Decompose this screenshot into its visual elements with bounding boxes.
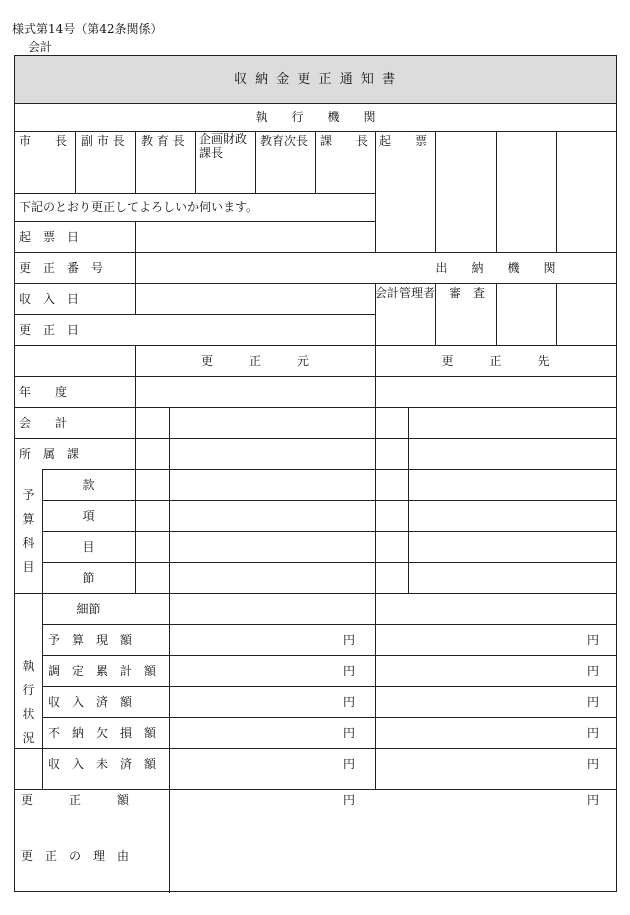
accountant-label: 会計管理者 <box>375 286 436 300</box>
label-account: 会 計 <box>19 415 68 430</box>
label-department: 所 属 課 <box>19 446 80 461</box>
yen-unit: 円 <box>342 725 355 740</box>
approver-planning-chief: 企画財政課長 <box>199 132 248 160</box>
yen-unit: 円 <box>586 725 599 740</box>
label-unreceived-amount: 収 入 未 済 額 <box>48 756 157 771</box>
budget-item-moku: 目 <box>82 539 95 554</box>
request-text: 下記のとおり更正してよろしいか伺います。 <box>19 200 259 214</box>
label-correction-number: 更 正 番 号 <box>19 260 104 275</box>
label-budget-amount: 予 算 現 額 <box>48 632 133 647</box>
label-correction-amount: 更 正 額 <box>21 792 130 807</box>
label-loss-amount: 不 納 欠 損 額 <box>48 725 157 740</box>
approver-vice-mayor: 副 市 長 <box>81 134 125 148</box>
header-correction-from: 更 正 元 <box>200 353 309 368</box>
form-title: 収 納 金 更 正 通 知 書 <box>234 71 397 87</box>
yen-unit: 円 <box>342 694 355 709</box>
yen-unit: 円 <box>586 663 599 678</box>
yen-unit: 円 <box>342 756 355 771</box>
yen-unit: 円 <box>586 756 599 771</box>
approver-mayor: 市 長 <box>19 134 68 148</box>
approver-superintendent: 教 育 長 <box>141 134 185 148</box>
budget-item-saisetsu: 細節 <box>76 601 101 616</box>
exec-org-header: 執 行 機 関 <box>255 110 376 124</box>
label-received-amount: 収 入 済 額 <box>48 694 133 709</box>
disbursement-org-header: 出 納 機 関 <box>435 260 556 275</box>
approver-drafter: 起 票 <box>379 134 428 148</box>
yen-unit: 円 <box>342 663 355 678</box>
yen-unit: 円 <box>586 792 599 807</box>
budget-subject-group-label: 予 算 科 目 <box>22 488 35 574</box>
label-correction-date: 更 正 日 <box>19 322 80 337</box>
approver-deputy-superintendent: 教育次長 <box>260 134 309 148</box>
account-type-label: 会計 <box>28 40 53 54</box>
yen-unit: 円 <box>586 694 599 709</box>
yen-unit: 円 <box>342 792 355 807</box>
label-fiscal-year: 年 度 <box>19 384 68 399</box>
correction-notice-form <box>14 55 617 892</box>
audit-label: 審 査 <box>449 286 486 300</box>
header-correction-to: 更 正 先 <box>441 353 550 368</box>
approver-section-chief: 課 長 <box>320 134 369 148</box>
budget-item-kou: 項 <box>82 508 95 523</box>
yen-unit: 円 <box>586 632 599 647</box>
execution-status-group-label: 執 行 状 況 <box>22 658 35 745</box>
budget-item-setsu: 節 <box>82 570 95 585</box>
label-correction-reason: 更 正 の 理 由 <box>21 849 130 863</box>
label-receipt-date: 収 入 日 <box>19 291 80 306</box>
budget-item-kan: 款 <box>82 477 95 492</box>
yen-unit: 円 <box>342 632 355 647</box>
form-number-label: 様式第14号（第42条関係） <box>12 22 163 36</box>
label-assessment-total: 調 定 累 計 額 <box>48 663 157 678</box>
label-draft-date: 起 票 日 <box>19 229 80 244</box>
